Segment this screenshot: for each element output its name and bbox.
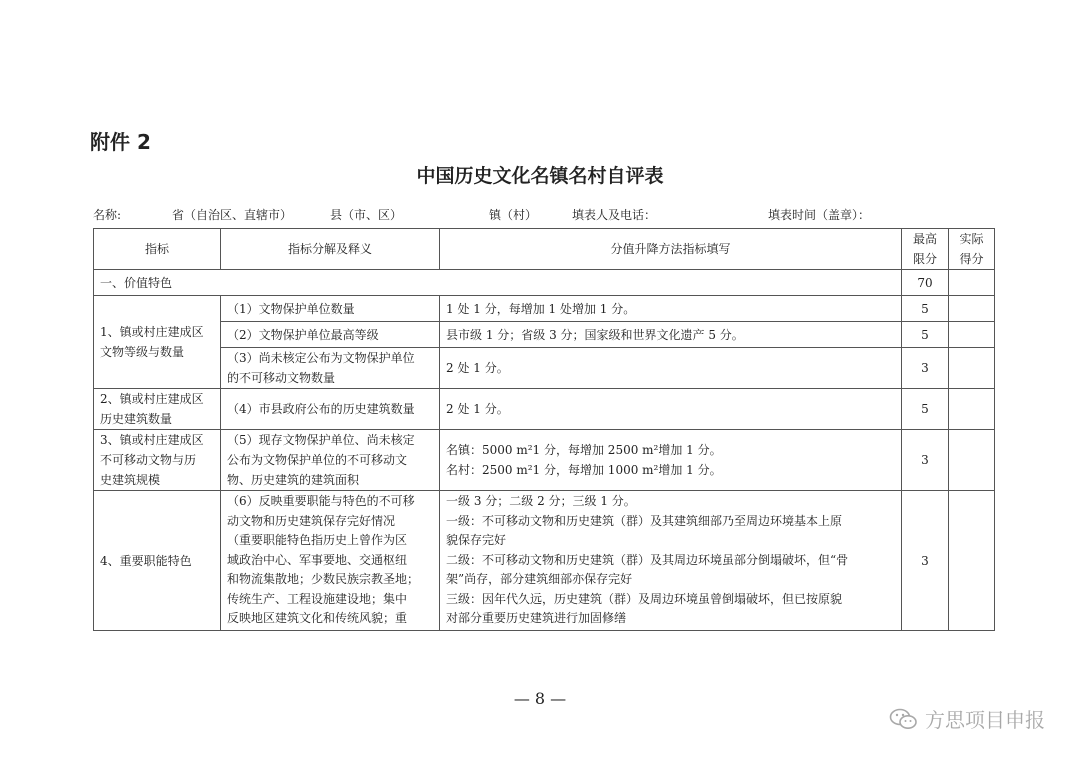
row1-indicator: 1、镇或村庄建成区 文物等级与数量 <box>94 296 221 389</box>
row2-item1-max: 5 <box>902 389 949 430</box>
section-label: 一、价值特色 <box>94 270 902 296</box>
row4-item1-max: 3 <box>902 491 949 631</box>
table-row <box>94 491 995 631</box>
info-town: 镇（村） <box>489 208 538 222</box>
row1-item1-breakdown: （1）文物保护单位数量 <box>221 296 440 322</box>
self-evaluation-table <box>93 228 995 631</box>
table-row <box>94 430 995 491</box>
row1-item3-method: 2 处 1 分。 <box>440 348 902 389</box>
watermark <box>889 704 1045 733</box>
info-province: 省（自治区、直辖市） <box>172 208 293 222</box>
row1-item2-breakdown: （2）文物保护单位最高等级 <box>221 322 440 348</box>
table-row <box>94 348 995 389</box>
table-row <box>94 322 995 348</box>
row2-item1-actual[interactable] <box>949 389 995 430</box>
row2-item1-breakdown: （4）市县政府公布的历史建筑数量 <box>221 389 440 430</box>
row3-indicator: 3、镇或村庄建成区 不可移动文物与历 史建筑规模 <box>94 430 221 491</box>
row3-item1-method: 名镇：5000 m²1 分，每增加 2500 m²增加 1 分。 名村：2500 m²1 分，每增加 1000 m²增加 1 分。 <box>440 430 902 491</box>
header-indicator: 指标 <box>94 229 221 270</box>
watermark-text: 方思项目申报 <box>925 708 1045 732</box>
row4-item1-breakdown: （6）反映重要职能与特色的不可移 动文物和历史建筑保存完好情况 （重要职能特色指历史上曾作为区 域政治中心、军事要地、交通枢纽 和物流集散地；少数民族宗教圣地； 传统生产、工程设施建设地；集中 反映地区建筑文化和传统风貌；重 <box>221 491 440 631</box>
row3-item1-actual[interactable] <box>949 430 995 491</box>
section-actual[interactable] <box>949 270 995 296</box>
info-name: 名称: <box>93 208 122 222</box>
page-title: 中国历史文化名镇名村自评表 <box>416 165 664 187</box>
info-county: 县（市、区） <box>330 208 403 222</box>
row2-indicator: 2、镇或村庄建成区 历史建筑数量 <box>94 389 221 430</box>
row1-item3-breakdown: （3）尚未核定公布为文物保护单位 的不可移动文物数量 <box>221 348 440 389</box>
info-time: 填表时间（盖章）： <box>768 208 871 222</box>
row4-item1-method: 一级 3 分；二级 2 分；三级 1 分。 一级：不可移动文物和历史建筑（群）及其建筑细部乃至周边环境基本上原 貌保存完好 二级：不可移动文物和历史建筑（群）及其周边环境虽部分倒塌破坏，但“骨 架”尚存，部分建筑细部亦保存完好 三级：因年代久远，历史建筑（群）及周边环境虽曾倒塌破坏，但已按原貌 对部分重要历史建筑进行加固修缮 <box>440 491 902 631</box>
row3-item1-breakdown: （5）现存文物保护单位、尚未核定 公布为文物保护单位的不可移动文 物、历史建筑的建筑面积 <box>221 430 440 491</box>
row1-item2-max: 5 <box>902 322 949 348</box>
header-breakdown: 指标分解及释义 <box>221 229 440 270</box>
header-actual: 实际 得分 <box>949 229 995 270</box>
row1-item3-actual[interactable] <box>949 348 995 389</box>
row4-indicator: 4、重要职能特色 <box>94 491 221 631</box>
row3-item1-max: 3 <box>902 430 949 491</box>
row1-item1-max: 5 <box>902 296 949 322</box>
row1-item2-method: 县市级 1 分；省级 3 分；国家级和世界文化遗产 5 分。 <box>440 322 902 348</box>
header-max: 最高 限分 <box>902 229 949 270</box>
row1-item1-method: 1 处 1 分，每增加 1 处增加 1 分。 <box>440 296 902 322</box>
table-row <box>94 389 995 430</box>
attachment-label: 附件 2 <box>90 130 151 154</box>
page-number: — 8 — <box>513 689 567 708</box>
section-row <box>94 270 995 296</box>
table-row <box>94 296 995 322</box>
row1-item2-actual[interactable] <box>949 322 995 348</box>
row4-item1-actual[interactable] <box>949 491 995 631</box>
table-header-row <box>94 229 995 270</box>
row1-item1-actual[interactable] <box>949 296 995 322</box>
info-filler: 填表人及电话： <box>572 208 657 222</box>
row1-item3-max: 3 <box>902 348 949 389</box>
header-method: 分值升降方法指标填写 <box>440 229 902 270</box>
row2-item1-method: 2 处 1 分。 <box>440 389 902 430</box>
wechat-icon <box>889 707 919 731</box>
section-max: 70 <box>902 270 949 296</box>
